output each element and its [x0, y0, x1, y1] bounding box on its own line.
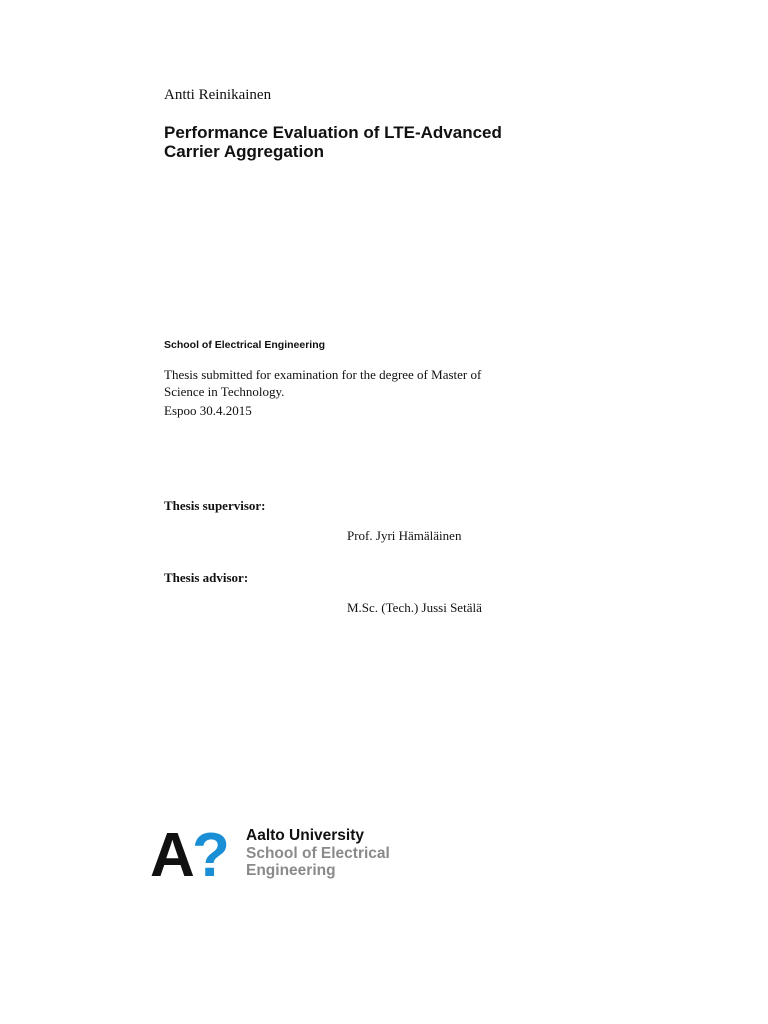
author-name: Antti Reinikainen	[164, 87, 272, 103]
advisor-name: M.Sc. (Tech.) Jussi Setälä	[347, 600, 482, 615]
logo-mark-symbol: ?	[192, 826, 230, 878]
advisor-label: Thesis advisor:	[164, 570, 249, 585]
school-name: School of Electrical Engineering	[164, 339, 326, 351]
submission-date: Espoo 30.4.2015	[164, 403, 252, 418]
submission-line-2: Science in Technology.	[164, 384, 285, 399]
thesis-title	[164, 123, 624, 161]
submission-line-1: Thesis submitted for examination for the degree of Master of	[164, 367, 482, 382]
supervisor-label: Thesis supervisor:	[164, 498, 266, 513]
aalto-logo-mark	[150, 826, 234, 878]
thesis-title-line-2: Carrier Aggregation	[164, 142, 324, 161]
submission-statement	[164, 366, 564, 419]
logo-university-name: Aalto University	[246, 827, 365, 844]
supervisor-name: Prof. Jyri Hämäläinen	[347, 528, 462, 543]
aalto-university-logo	[150, 826, 450, 886]
logo-school-line-2: Engineering	[246, 862, 336, 879]
logo-mark-letter: A	[150, 826, 195, 878]
logo-school-line-1: School of Electrical	[246, 844, 390, 862]
logo-wordmark	[246, 827, 390, 880]
thesis-title-line-1: Performance Evaluation of LTE-Advanced	[164, 123, 502, 142]
